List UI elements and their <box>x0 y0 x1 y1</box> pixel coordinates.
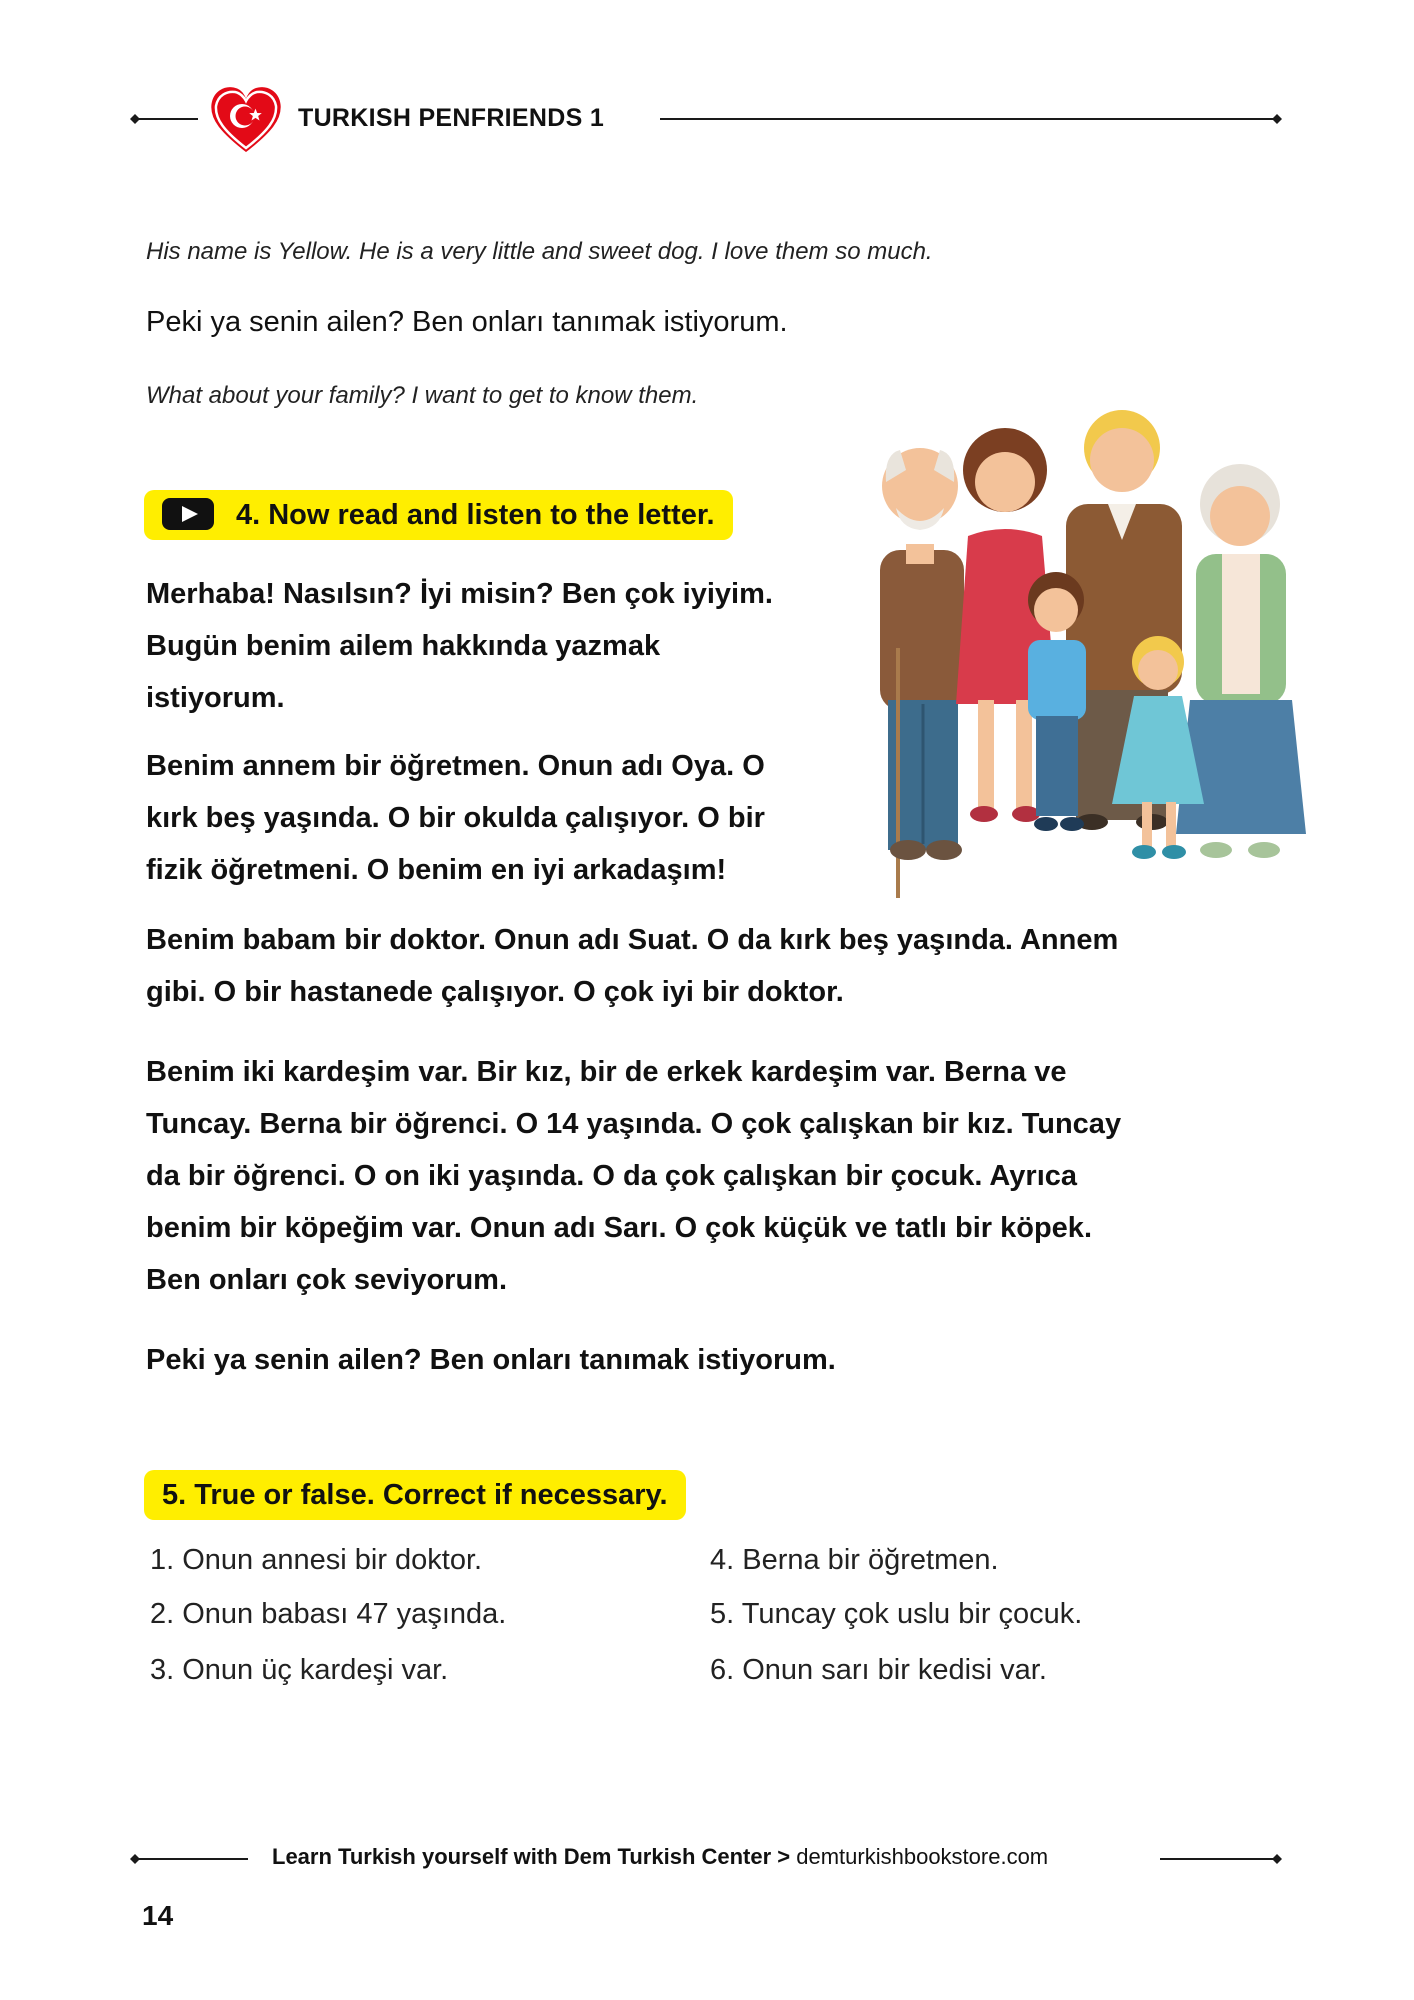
turkish-flag-heart-icon <box>206 82 286 158</box>
header-rule-right <box>660 118 1276 120</box>
footer-text <box>272 1844 1048 1870</box>
section-5-heading: 5. True or false. Correct if necessary. <box>144 1470 686 1520</box>
letter-line: Benim babam bir doktor. Onun adı Suat. O da kırk beş yaşında. Annem <box>146 924 1119 956</box>
statement-2: 2. Onun babası 47 yaşında. <box>150 1598 507 1630</box>
header-rule-left <box>136 118 198 120</box>
letter-line: fizik öğretmeni. O benim en iyi arkadaşım! <box>146 854 727 886</box>
letter-line: gibi. O bir hastanede çalışıyor. O çok iyi bir doktor. <box>146 976 844 1008</box>
letter-paragraph-2 <box>146 740 886 896</box>
intro-turkish-line: Peki ya senin ailen? Ben onları tanımak istiyorum. <box>146 306 788 338</box>
section-4-heading-text: 4. Now read and listen to the letter. <box>236 499 715 531</box>
statement-3: 3. Onun üç kardeşi var. <box>150 1654 449 1686</box>
footer-bold-text: Learn Turkish yourself with Dem Turkish Center > <box>272 1844 791 1869</box>
letter-line: Ben onları çok seviyorum. <box>146 1264 508 1296</box>
footer-rule-right <box>1160 1858 1276 1860</box>
intro-translation-1: His name is Yellow. He is a very little and sweet dog. I love them so much. <box>146 238 933 265</box>
header-title: TURKISH PENFRIENDS 1 <box>298 104 605 132</box>
footer-url-link[interactable]: demturkishbookstore.com <box>790 1844 1049 1869</box>
letter-line: istiyorum. <box>146 682 285 714</box>
letter-paragraph-4 <box>146 1046 1296 1306</box>
letter-line: Merhaba! Nasılsın? İyi misin? Ben çok iyiyim. <box>146 578 773 610</box>
letter-paragraph-5 <box>146 1334 1296 1386</box>
statement-6: 6. Onun sarı bir kedisi var. <box>710 1654 1047 1686</box>
statement-4: 4. Berna bir öğretmen. <box>710 1544 999 1576</box>
intro-translation-2: What about your family? I want to get to know them. <box>146 382 699 409</box>
letter-paragraph-1 <box>146 568 886 724</box>
letter-line: kırk beş yaşında. O bir okulda çalışıyor. O bir <box>146 802 765 834</box>
letter-line: Benim annem bir öğretmen. Onun adı Oya. O <box>146 750 765 782</box>
letter-line: Bugün benim ailem hakkında yazmak <box>146 630 661 662</box>
statement-5: 5. Tuncay çok uslu bir çocuk. <box>710 1598 1083 1630</box>
letter-line: Tuncay. Berna bir öğrenci. O 14 yaşında. O çok çalışkan bir kız. Tuncay <box>146 1108 1122 1140</box>
play-icon[interactable] <box>162 498 214 530</box>
letter-line: da bir öğrenci. O on iki yaşında. O da çok çalışkan bir çocuk. Ayrıca <box>146 1160 1078 1192</box>
footer-rule-left <box>136 1858 248 1860</box>
letter-line: Peki ya senin ailen? Ben onları tanımak istiyorum. <box>146 1344 836 1376</box>
boy-figure <box>1028 572 1086 831</box>
section-4-heading <box>144 490 733 540</box>
grandfather-figure <box>880 448 964 898</box>
letter-line: benim bir köpeğim var. Onun adı Sarı. O çok küçük ve tatlı bir köpek. <box>146 1212 1092 1244</box>
letter-paragraph-3 <box>146 914 1296 1018</box>
family-illustration <box>860 404 1320 904</box>
letter-line: Benim iki kardeşim var. Bir kız, bir de erkek kardeşim var. Berna ve <box>146 1056 1067 1088</box>
statement-1: 1. Onun annesi bir doktor. <box>150 1544 483 1576</box>
page-number: 14 <box>142 1900 174 1931</box>
